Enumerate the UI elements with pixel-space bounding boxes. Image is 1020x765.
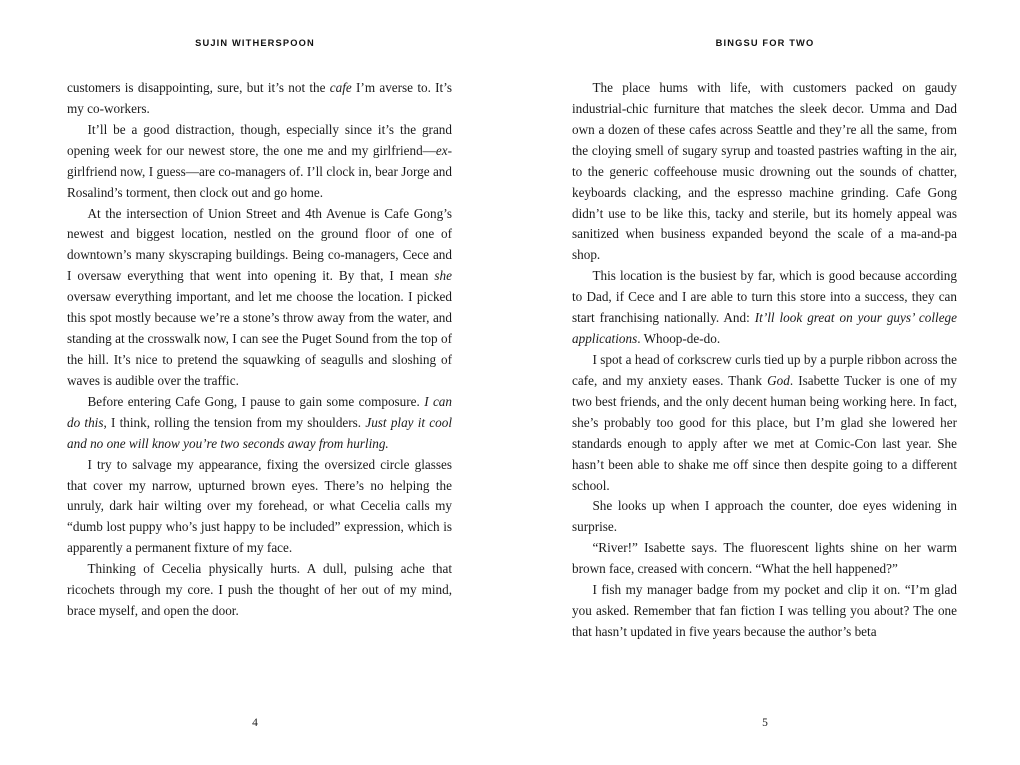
body-text: I’m averse to. It’s my co-workers. bbox=[67, 80, 452, 116]
right-page bbox=[510, 0, 1020, 765]
body-text: At the intersection of Union Street and 4th Avenue is Cafe Gong’s newest and biggest location, nestled on the ground floor of one of downtown’s many skyscraping buildings. Being co-managers, Cece and I oversaw everything that went into opening it. By that, I mean bbox=[67, 205, 452, 284]
body-text: She looks up when I approach the counter, doe eyes widening in surprise. bbox=[572, 498, 957, 535]
emphasis-text: Just play it cool and no one will know you’re two seconds away from hurling. bbox=[67, 414, 453, 451]
paragraph bbox=[572, 538, 957, 580]
paragraph bbox=[67, 120, 452, 204]
paragraph bbox=[572, 350, 957, 496]
body-text: Before entering Cafe Gong, I pause to gain some composure. bbox=[87, 393, 425, 409]
body-text: I spot a head of corkscrew curls tied up by a purple ribbon across the cafe, and my anxiety eases. Thank bbox=[572, 351, 957, 388]
emphasis-text: God bbox=[767, 372, 790, 388]
body-text: . Isabette Tucker is one of my two best friends, and the only decent human being working here. In fact, she’s probably too good for this place, but I’m glad she lowered her standards enough to apply after we met at Comic-Con last year. She hasn’t been able to shake me off since then despite going to a different school. bbox=[572, 372, 957, 493]
body-text: “River!” Isabette says. The fluorescent lights shine on her warm brown face, creased with concern. “What the hell happened?” bbox=[572, 540, 957, 577]
body-text: -girlfriend now, I guess—are co-managers of. I’ll clock in, bear Jorge and Rosalind’s torment, then clock out and go home. bbox=[67, 142, 452, 200]
body-text: This location is the busiest by far, which is good because according to Dad, if Cece and I are able to turn this store into a success, they can start franchising nationally. And: bbox=[572, 268, 957, 326]
paragraph bbox=[572, 78, 957, 266]
paragraph bbox=[572, 496, 957, 538]
running-head-left: SUJIN WITHERSPOON bbox=[195, 38, 315, 48]
paragraph bbox=[67, 78, 452, 120]
body-text: . Whoop-de-do. bbox=[637, 331, 721, 347]
body-text: I fish my manager badge from my pocket and clip it on. “I’m glad you asked. Remember that fan fiction I was telling you about? The one that hasn’t updated in five years because the author’s beta bbox=[572, 582, 957, 639]
body-text: customers is disappointing, sure, but it’s not the bbox=[67, 80, 330, 95]
body-text: Thinking of Cecelia physically hurts. A dull, pulsing ache that ricochets through my core. I push the thought of her out of my mind, brace myself, and open the door. bbox=[67, 561, 452, 619]
emphasis-text: I can do this bbox=[67, 393, 452, 430]
body-text: , I think, rolling the tension from my shoulders. bbox=[103, 414, 366, 430]
body-text: It’ll be a good distraction, though, especially since it’s the grand opening week for our newest store, the one me and my girlfriend— bbox=[67, 121, 452, 158]
paragraph bbox=[67, 455, 452, 560]
paragraph bbox=[67, 392, 452, 455]
emphasis-text: cafe bbox=[329, 80, 352, 95]
body-text: I try to salvage my appearance, fixing the oversized circle glasses that cover my narrow, upturned brown eyes. There’s no helping the unruly, dark hair wilting over my forehead, or what Cecelia calls my “dumb lost puppy who’s just happy to be included” expression, which is apparently a permanent fixture of my face. bbox=[67, 456, 452, 556]
right-page-textblock bbox=[572, 78, 957, 643]
page-number-left: 4 bbox=[252, 717, 258, 729]
paragraph bbox=[67, 204, 452, 392]
body-text: oversaw everything important, and let me choose the location. I picked this spot mostly because we’re a stone’s throw away from the water, and standing at the crosswalk now, I can see the Puget Sound from the top of the hill. It’s nice to pretend the squawking of seagulls and sloshing of waves is audible over the traffic. bbox=[67, 289, 452, 388]
page-number-right: 5 bbox=[762, 717, 768, 729]
emphasis-text: It’ll look great on your guys’ college applications bbox=[572, 310, 957, 347]
paragraph bbox=[67, 559, 452, 622]
running-head-right: BINGSU FOR TWO bbox=[715, 38, 815, 48]
emphasis-text: ex bbox=[435, 142, 448, 158]
paragraph bbox=[572, 580, 957, 643]
emphasis-text: she bbox=[434, 268, 452, 284]
body-text: The place hums with life, with customers packed on gaudy industrial-chic furniture that matches the sleek decor. Umma and Dad own a dozen of these cafes across Seattle and they’re all the same, from the cloying smell of sugary syrup and toasted pastries wafting in the air, to the generic coffeehouse music drowning out the sounds of chatter, keyboards clacking, and the espresso machine grinding. Cafe Gong didn’t use to be like this, tacky and sterile, but its homely appeal was sanitized when business expanded beyond the scale of a ma-and-pa shop. bbox=[572, 80, 957, 263]
paragraph bbox=[572, 266, 957, 350]
left-page-textblock bbox=[67, 78, 452, 622]
